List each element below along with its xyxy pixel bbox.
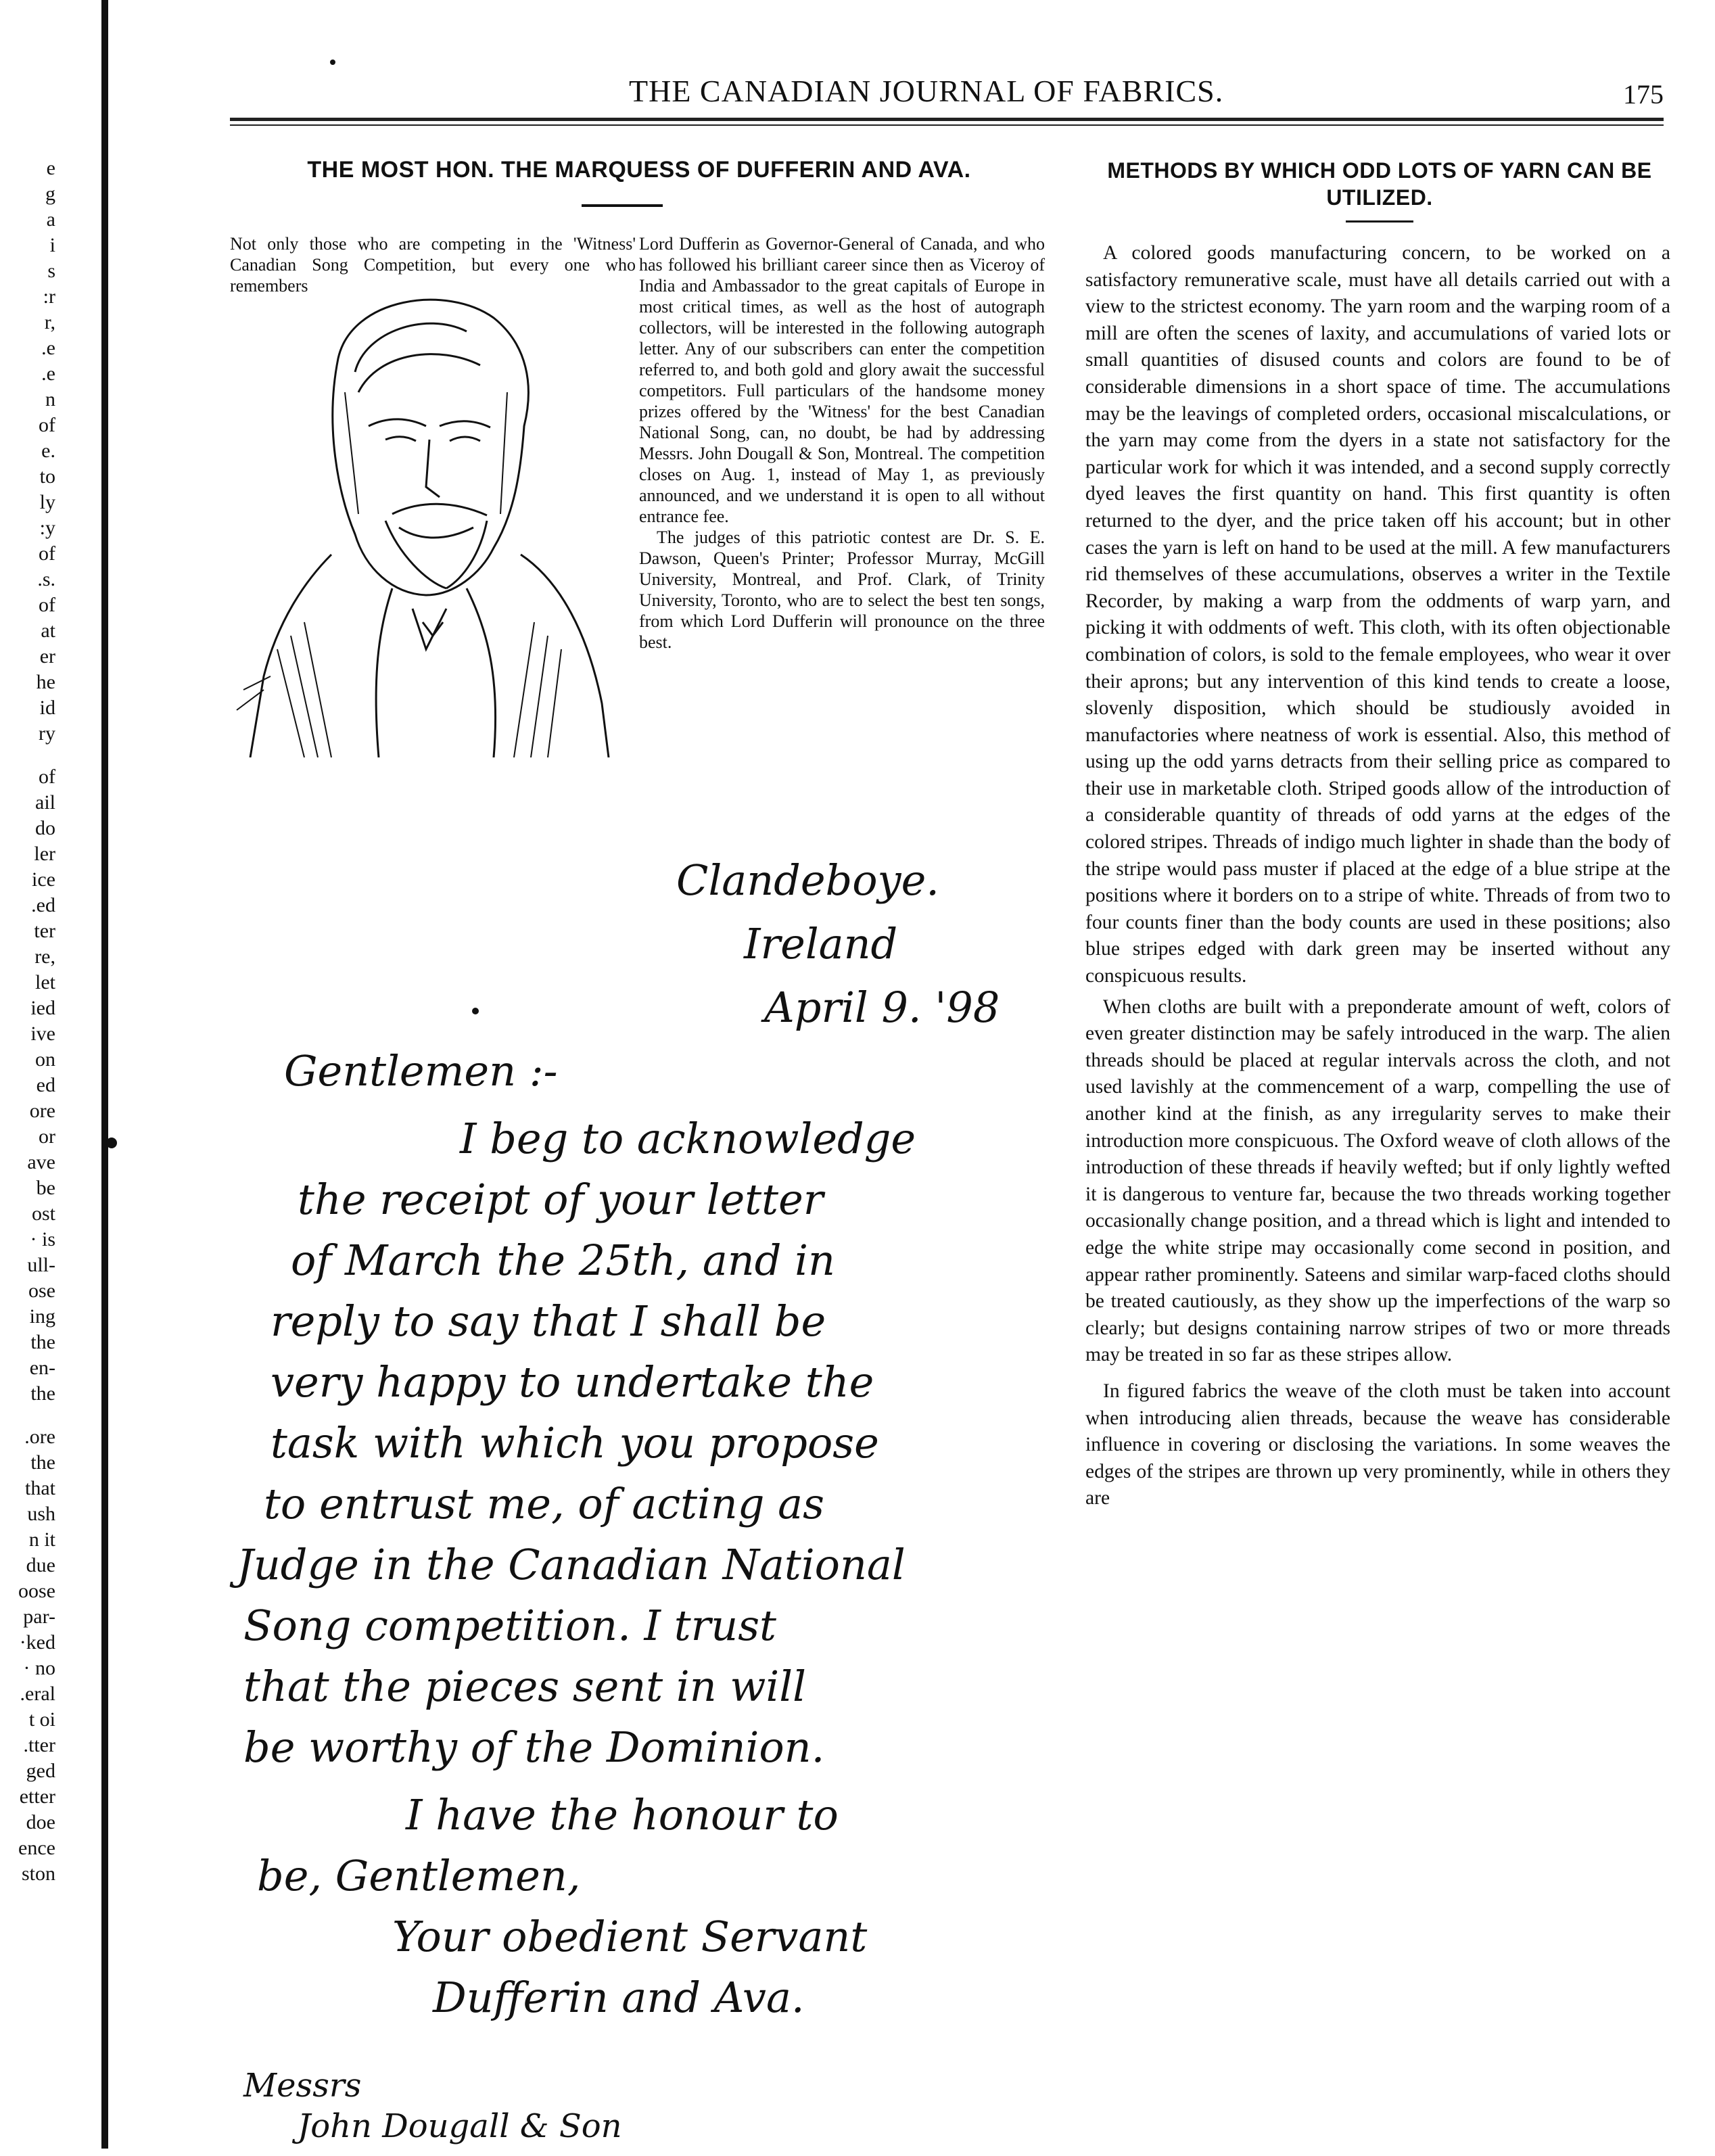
gutter-fragment: ull- xyxy=(27,1254,55,1276)
gutter-fragment: ush xyxy=(27,1503,55,1525)
gutter-fragment: ave xyxy=(27,1151,55,1173)
gutter-fragment: ail xyxy=(35,791,55,814)
letter-line: Judge in the Canadian National xyxy=(237,1540,906,1589)
gutter-fragment: the xyxy=(30,1451,55,1474)
gutter-fragment: :y xyxy=(39,517,55,539)
gutter-fragment: id xyxy=(39,697,55,719)
letter-closing: be, Gentlemen, xyxy=(257,1851,581,1900)
running-header xyxy=(230,73,1664,120)
gutter-fragment: · is xyxy=(30,1228,55,1250)
gutter-fragment: ·ked xyxy=(19,1631,55,1654)
gutter-fragment: re, xyxy=(34,945,55,968)
gutter-fragment: ose xyxy=(28,1280,55,1302)
gutter-fragment: · no xyxy=(23,1657,55,1679)
gutter-fragment: of xyxy=(39,766,55,788)
gutter-fragment: etter xyxy=(19,1785,55,1808)
gutter-fragment: oose xyxy=(18,1580,55,1602)
ink-speck xyxy=(330,60,335,65)
letter-salutation: Gentlemen :- xyxy=(284,1046,558,1096)
letter-line: that the pieces sent in will xyxy=(243,1662,806,1711)
gutter-fragment: g xyxy=(45,183,55,205)
gutter-fragment: .ed xyxy=(31,894,55,916)
header-rule-bottom xyxy=(230,124,1664,126)
gutter-fragment: er xyxy=(39,645,55,667)
gutter-fragment: ing xyxy=(29,1305,55,1328)
gutter-fragment: .s. xyxy=(37,568,55,590)
gutter-fragment: n it xyxy=(28,1528,55,1551)
letter-line: I beg to acknowledge xyxy=(460,1114,916,1163)
letter-signature: Dufferin and Ava. xyxy=(433,1973,805,2022)
gutter-fragment: the xyxy=(30,1331,55,1353)
letter-line: very happy to undertake the xyxy=(271,1357,874,1407)
gutter-fragment: en- xyxy=(29,1357,55,1379)
letter-line: of March the 25th, and in xyxy=(291,1236,835,1285)
gutter-fragment: of xyxy=(39,594,55,616)
letter-line: the receipt of your letter xyxy=(298,1175,824,1224)
gutter-fragment: of xyxy=(39,414,55,436)
gutter-fragment: ence xyxy=(18,1837,55,1859)
gutter-fragment: ive xyxy=(30,1023,55,1045)
gutter-fragment: .eral xyxy=(20,1683,55,1705)
gutter-fragment: on xyxy=(35,1048,55,1071)
gutter-fragment: that xyxy=(25,1477,55,1499)
letter-country: Ireland xyxy=(744,919,898,968)
gutter-fragment: ost xyxy=(31,1202,55,1225)
title-rule xyxy=(582,204,663,207)
gutter-fragment: ler xyxy=(34,843,55,865)
gutter-fragment: .e xyxy=(41,337,55,359)
letter-line: task with which you propose xyxy=(271,1418,879,1468)
gutter-fragment: ice xyxy=(32,868,55,891)
body-paragraph: In figured fabrics the weave of the cloth must be taken into account when introducing alien threads, because the weave has considerable influence in covering or disclosing the variations. In some weaves the edges of the stripes are thrown up very prominently, while in others they are xyxy=(1085,1380,1670,1509)
letter-date: April 9. '98 xyxy=(764,983,1000,1032)
lead-sentence: Not only those who are competing in the 'Witness' Canadian Song Competition, but every one who remembers xyxy=(230,234,636,296)
gutter-fragment: r, xyxy=(44,311,55,333)
ink-speck xyxy=(472,1008,479,1014)
letter-line: Song competition. I trust xyxy=(243,1601,776,1650)
gutter-fragment: n xyxy=(45,388,55,411)
gutter-fragment: the xyxy=(30,1382,55,1405)
gutter-fragment: of xyxy=(39,542,55,565)
gutter-fragment: do xyxy=(35,817,55,839)
letter-line: reply to say that I shall be xyxy=(271,1296,826,1346)
portrait-engraving-icon xyxy=(223,271,629,757)
page-number: 175 xyxy=(1623,79,1664,110)
gutter-fragment: .ore xyxy=(24,1426,55,1448)
gutter-fragment: ly xyxy=(39,491,55,513)
gutter-fragment: at xyxy=(41,619,55,642)
letter-line: to entrust me, of acting as xyxy=(264,1479,824,1528)
letter-place: Clandeboye. xyxy=(676,856,939,905)
gutter-fragment: doe xyxy=(26,1811,55,1833)
body-paragraph: Lord Dufferin as Governor-General of Canada, and who has followed his brilliant career since then as Viceroy of India and Ambassador to the great capitals of Europe in most critical times, as well as the host of autograph collectors, will be interested in the following autograph letter. Any of our subscribers can enter the competition referred to, and both gold and glory await the successful competitors. Full particulars of the handsome money prizes offered by the 'Witness' for the best Canadian National Song, can, no doubt, be had by addressing Messrs. John Dougall & Son, Montreal. The competition closes on Aug. 1, instead of May 1, as previously announced, and we understand it is open to all without entrance fee. xyxy=(639,234,1045,526)
ink-speck xyxy=(106,1138,117,1148)
gutter-fragment: ged xyxy=(26,1760,55,1782)
gutter-fragment: e xyxy=(46,157,55,179)
gutter-fragment: e. xyxy=(41,440,55,462)
letter-closing: Your obedient Servant xyxy=(392,1912,868,1961)
gutter-fragment: he xyxy=(36,671,55,693)
gutter-fragment: ter xyxy=(34,920,55,942)
gutter-fragment xyxy=(0,747,68,764)
gutter-fragment: let xyxy=(35,971,55,993)
article-right-body xyxy=(1085,240,1670,1512)
gutter-fragment: t oi xyxy=(28,1708,55,1731)
gutter-fragment: ry xyxy=(39,722,55,745)
gutter-fragment: ied xyxy=(30,997,55,1019)
gutter-fragment: :r xyxy=(43,285,55,308)
gutter-fragment: par- xyxy=(23,1606,55,1628)
address-line: John Dougall & Son xyxy=(298,2107,622,2145)
gutter-fragment: be xyxy=(36,1177,55,1199)
journal-title: THE CANADIAN JOURNAL OF FABRICS. xyxy=(629,74,1224,108)
article-title-yarn: METHODS BY WHICH ODD LOTS OF YARN CAN BE UTILIZED. xyxy=(1107,158,1652,210)
body-paragraph: When cloths are built with a preponderate amount of weft, colors of even greater distinction may be safely introduced in the warp. The alien threads should be placed at regular intervals across the cloth, and not used lavishly at the commencement of a warp, compelling the use of another kind at the finish, as any irregularity serves to make their introduction more conspicuous. The Oxford weave of cloth allows of the introduction of these threads if heavily wefted; but if only lightly wefted it is dangerous to venture far, because the two threads working together occasionally change position, and a thread which is light and intended to edge the white stripe may occasionally come second in position, and appear rather prominently. Sateens and similar warp-faced cloths should be treated cautiously, as they show up the imperfections of the warp so clearly; but designs containing narrow stripes of two or more threads may be treated in so far as these stripes allow. xyxy=(1085,995,1670,1366)
gutter-text-fragments xyxy=(0,156,68,1887)
gutter-fragment: due xyxy=(26,1554,55,1576)
letter-closing: I have the honour to xyxy=(406,1790,839,1839)
address-line: Messrs xyxy=(243,2067,362,2105)
gutter-fragment: ed xyxy=(36,1074,55,1096)
article-left-body xyxy=(639,233,1045,653)
gutter-fragment: or xyxy=(39,1125,55,1148)
gutter-fragment: to xyxy=(39,465,55,488)
letter-line: be worthy of the Dominion. xyxy=(243,1723,825,1772)
gutter-fragment: i xyxy=(49,234,55,256)
gutter-fragment: .e xyxy=(41,362,55,385)
column-divider-rule xyxy=(101,0,108,2149)
gutter-fragment: s xyxy=(47,260,55,282)
header-rule-top xyxy=(230,118,1664,121)
title-rule xyxy=(1346,220,1413,222)
gutter-fragment: .tter xyxy=(23,1734,55,1756)
body-paragraph: The judges of this patriotic contest are Dr. S. E. Dawson, Queen's Printer; Professor Murray, McGill University, Montreal, and Prof. Clark, of Trinity University, Toronto, who are to select the best ten songs, from which Lord Dufferin will pronounce on the three best. xyxy=(639,528,1045,652)
body-paragraph: A colored goods manufacturing concern, to be worked on a satisfactory remunerative scale, must have all details carried out with a view to the strictest economy. The yarn room and the warping room of a mill are often the scenes of laxity, and accumulations of varied lots or small quantities of disused counts and colors are found to be of considerable dimensions in a short space of time. The accumulations may be the leavings of completed orders, occasional miscalculations, or the yarn may come from the dyers in a state not satisfactory for the particular work for which it was intended, and a second supply correctly dyed leaves the first quantity on hand. This first quantity is often returned to the dyer, and the price taken off his account; but in other cases the yarn is left on hand to be used at the mill. A few manufacturers rid themselves of these accumulations, observes a writer in the Textile Recorder, by making a warp from the oddments of warp yarn, and picking it with oddments of weft. This cloth, with its often objectionable combination of colors, is sold to the female employees, who wear it over their aprons; but any intervention of this kind tends to create a loose, slovenly disposition, which should be studiously avoided in manufactories where neatness of work is essential. Also, this method of using up the odd yarns detracts from their selling price as compared to their use in marketable cloth. Striped goods allow of the introduction of a considerable quantity of threads of odd yarns at the edges of the colored stripes. Threads of indigo much lighter in shade than the body of the stripe would pass muster if placed at the edge of a blue stripe at the positions where it borders on to a stripe of white. Threads of from two to four counts finer than the body counts are used in these positions; also blue stripes edged with dark green may be inserted without any conspicuous results. xyxy=(1085,242,1670,987)
gutter-fragment: a xyxy=(46,208,55,231)
gutter-fragment: ore xyxy=(29,1100,55,1122)
article-title-dufferin: THE MOST HON. THE MARQUESS OF DUFFERIN AND AVA. xyxy=(307,157,971,183)
gutter-fragment xyxy=(0,1407,68,1424)
gutter-fragment: ston xyxy=(21,1862,55,1885)
